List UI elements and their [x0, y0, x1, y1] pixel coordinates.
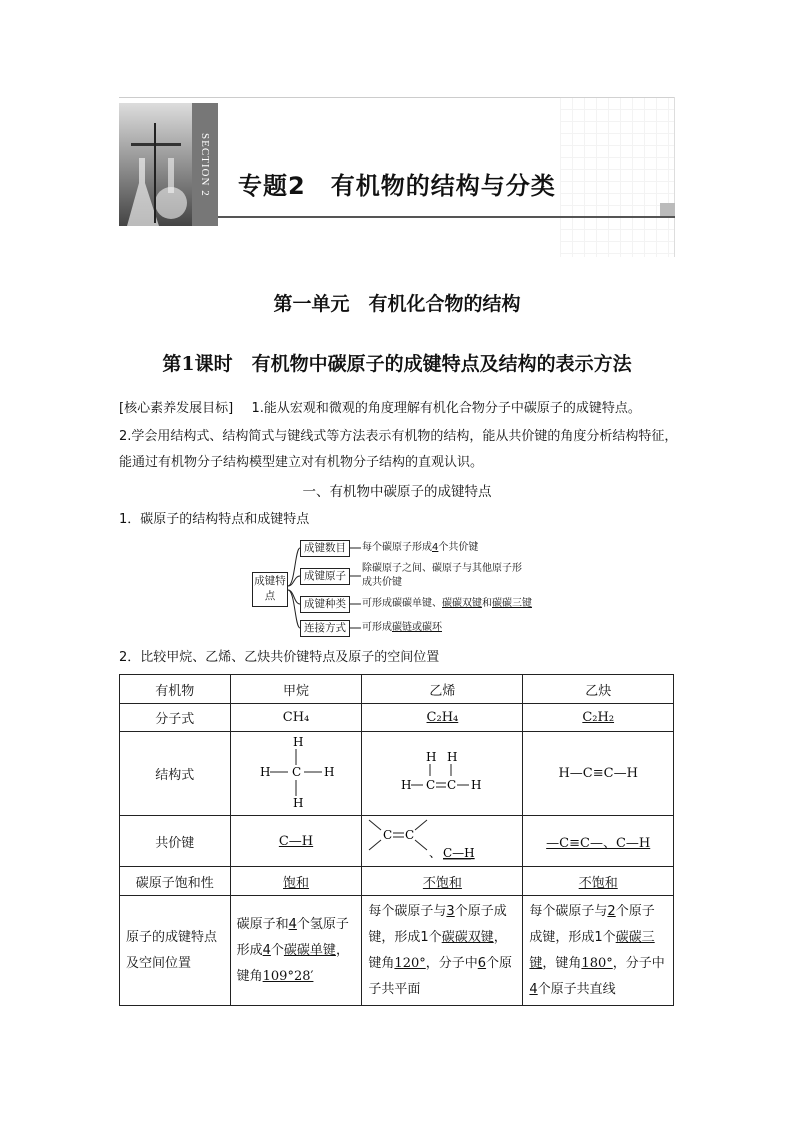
atom-c: C: [426, 777, 436, 792]
branch-count-text: 每个碳原子形成4个共价键: [362, 542, 479, 553]
header-cell: 有机物: [120, 675, 231, 704]
ethylene-structure-svg: [397, 747, 487, 797]
banner-right-rule: [674, 97, 675, 257]
atom-h: H: [293, 795, 304, 810]
atom-h: H: [471, 777, 482, 792]
ethylene-bond: [362, 816, 523, 867]
methane-structure-svg: [256, 734, 336, 810]
section-heading: 一、有机物中碳原子的成键特点: [302, 484, 492, 500]
atom-c: C: [405, 828, 415, 842]
item-heading-2: 2．比较甲烷、乙烯、乙炔共价键特点及原子的空间位置: [119, 650, 440, 665]
header-cell: 乙炔: [523, 675, 674, 704]
table-row: [120, 732, 674, 816]
core-goals-line1: [119, 396, 641, 422]
methane-formula: CH₄: [230, 704, 362, 732]
bonding-characteristics-diagram: [248, 536, 548, 638]
row-label: 结构式: [120, 732, 231, 816]
comparison-table: [119, 674, 674, 1006]
branch-type-label: 成键种类: [300, 596, 350, 613]
atom-h: H: [293, 734, 304, 749]
row-label: 分子式: [120, 704, 231, 732]
ethylene-formula: C₂H₄: [362, 704, 523, 732]
bond-separator: 、: [429, 846, 442, 860]
atom-h: H: [401, 777, 412, 792]
section-label: SECTION 2: [199, 132, 211, 197]
table-row: [120, 816, 674, 867]
methane-saturation: 饱和: [230, 867, 362, 896]
atom-h: H: [447, 749, 458, 764]
core-goals-label: [核心素养发展目标]: [119, 401, 234, 416]
atom-h: H: [324, 764, 335, 779]
unit-title: 第一单元 有机化合物的结构: [273, 293, 521, 315]
acetylene-structure: H—C≡C—H: [523, 732, 674, 816]
acetylene-formula: C₂H₂: [523, 704, 674, 732]
branch-atoms-text: 除碳原子之间、碳原子与其他原子形 成共价键: [362, 563, 522, 588]
atom-h: H: [260, 764, 271, 779]
lab-glassware-image: [119, 103, 192, 226]
diagram-root: 成键特点: [252, 572, 288, 607]
banner-bottom-rule: [218, 216, 675, 218]
acetylene-saturation: 不饱和: [523, 867, 674, 896]
atom-c: C: [447, 777, 457, 792]
methane-structure: [230, 732, 362, 816]
branch-count-label: 成键数目: [300, 540, 350, 557]
acetylene-bonding: 每个碳原子与2个原子成键，形成1个碳碳三键，键角180°，分子中4个原子共直线: [523, 896, 674, 1006]
methane-bonding: 碳原子和4个氢原子形成4个碳碳单键，键角109°28′: [230, 896, 362, 1006]
atom-c: C: [383, 828, 393, 842]
table-row: [120, 896, 674, 1006]
row-label: 碳原子饱和性: [120, 867, 231, 896]
methane-bond: C—H: [230, 816, 362, 867]
blank-4: 4: [432, 542, 439, 553]
table-row: [120, 867, 674, 896]
row-label: 原子的成键特点及空间位置: [120, 896, 231, 1006]
atom-h: H: [426, 749, 437, 764]
chapter-title: 专题2 有机物的结构与分类: [238, 172, 556, 200]
branch-type-text: 可形成碳碳单键、碳碳双键和碳碳三键: [362, 598, 532, 609]
branch-connect-text: 可形成碳链或碳环: [362, 622, 442, 633]
item-heading-1: 1．碳原子的结构特点和成键特点: [119, 512, 310, 527]
ethylene-bonding: 每个碳原子与3个原子成键，形成1个碳碳双键，键角120°，分子中6个原子共平面: [362, 896, 523, 1006]
row-label: 共价键: [120, 816, 231, 867]
goal-1: 1.能从宏观和微观的角度理解有机化合物分子中碳原子的成键特点。: [251, 401, 641, 416]
table-row: [120, 675, 674, 704]
branch-atoms-label: 成键原子: [300, 568, 350, 585]
table-row: [120, 704, 674, 732]
atom-c: C: [292, 764, 302, 779]
header-cell: 甲烷: [230, 675, 362, 704]
ethylene-saturation: 不饱和: [362, 867, 523, 896]
acetylene-bond: —C≡C—、C—H: [523, 816, 674, 867]
header-cell: 乙烯: [362, 675, 523, 704]
lesson-title: 第1课时 有机物中碳原子的成键特点及结构的表示方法: [162, 353, 632, 375]
banner-grid-pattern: [560, 97, 674, 257]
ethylene-ch-bond: C—H: [443, 846, 476, 860]
branch-connect-label: 连接方式: [300, 620, 350, 637]
banner-accent-block: [660, 203, 675, 217]
goal-2: 2.学会用结构式、结构简式与键线式等方法表示有机物的结构，能从共价键的角度分析结构特征，能通过有机物分子结构模型建立对有机物分子结构的直观认识。: [119, 429, 678, 470]
ethylene-structure: [362, 732, 523, 816]
ethylene-bond-svg: [367, 816, 517, 862]
